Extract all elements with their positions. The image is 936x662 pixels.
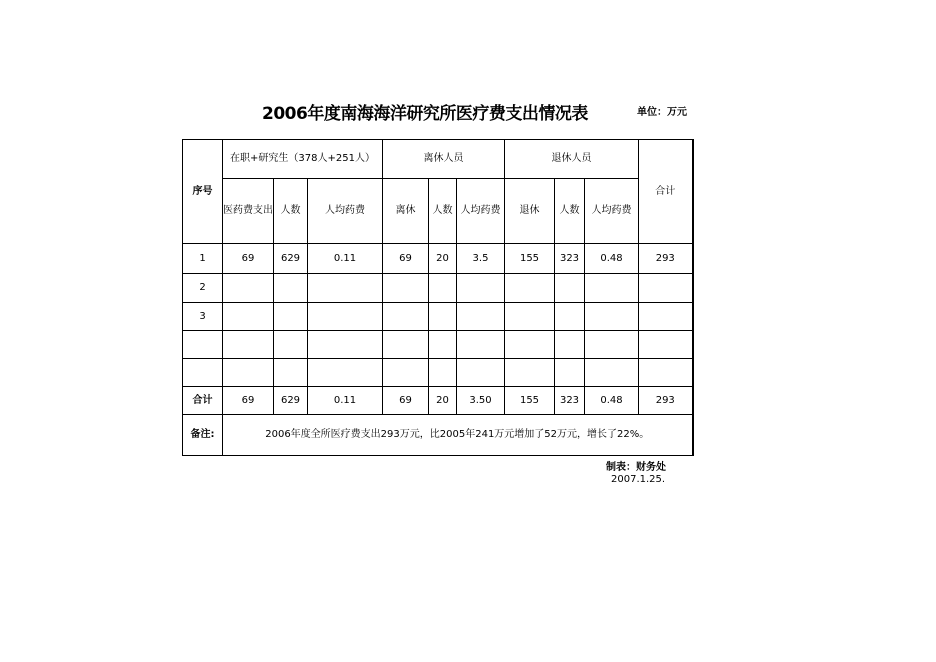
table-cell <box>585 331 639 359</box>
table-cell <box>429 274 457 303</box>
page-title: 2006年度南海海洋研究所医疗费支出情况表 <box>262 104 588 124</box>
table-cell <box>429 303 457 331</box>
table-cell: 3.5 <box>457 244 505 274</box>
total-cell: 69 <box>383 387 429 415</box>
table-cell <box>223 331 274 359</box>
table-row <box>183 331 693 359</box>
subheader: 人数 <box>555 179 585 244</box>
expense-table <box>182 139 694 456</box>
table-cell: 0.11 <box>308 244 383 274</box>
table-row <box>183 244 693 274</box>
table-cell <box>585 274 639 303</box>
table-cell <box>585 303 639 331</box>
header-lixiu: 离休人员 <box>383 140 505 179</box>
table-cell: 69 <box>383 244 429 274</box>
subheader: 医药费支出 <box>223 179 274 244</box>
row-seq <box>183 359 223 387</box>
table-cell <box>555 274 585 303</box>
table-cell <box>429 331 457 359</box>
table-cell <box>274 359 308 387</box>
total-label: 合计 <box>183 387 223 415</box>
table-cell <box>223 274 274 303</box>
table-cell <box>223 303 274 331</box>
table-cell: 629 <box>274 244 308 274</box>
total-cell: 20 <box>429 387 457 415</box>
table-cell <box>555 303 585 331</box>
table-row <box>183 303 693 331</box>
table-cell <box>308 331 383 359</box>
subheader: 人均药费 <box>457 179 505 244</box>
subheader: 人数 <box>429 179 457 244</box>
header-seq: 序号 <box>183 140 223 244</box>
total-cell: 0.11 <box>308 387 383 415</box>
total-cell: 0.48 <box>585 387 639 415</box>
subheader: 人均药费 <box>585 179 639 244</box>
table-cell: 20 <box>429 244 457 274</box>
table-cell <box>457 331 505 359</box>
table-cell <box>274 303 308 331</box>
table-cell <box>505 359 555 387</box>
table-cell <box>383 274 429 303</box>
table-cell <box>555 331 585 359</box>
table-cell <box>274 274 308 303</box>
subheader: 离休 <box>383 179 429 244</box>
row-seq <box>183 331 223 359</box>
table-cell <box>505 331 555 359</box>
table-cell <box>383 331 429 359</box>
unit-label: 单位：万元 <box>637 107 687 118</box>
total-cell: 293 <box>639 387 693 415</box>
remark-row <box>183 415 693 456</box>
row-seq: 3 <box>183 303 223 331</box>
subheader: 人均药费 <box>308 179 383 244</box>
table-cell <box>505 274 555 303</box>
table-cell <box>639 331 693 359</box>
row-seq: 1 <box>183 244 223 274</box>
table-cell: 323 <box>555 244 585 274</box>
table-cell <box>383 303 429 331</box>
table-cell <box>223 359 274 387</box>
total-cell: 3.50 <box>457 387 505 415</box>
table-cell: 293 <box>639 244 693 274</box>
table-cell <box>383 359 429 387</box>
table-row <box>183 274 693 303</box>
table-cell <box>585 359 639 387</box>
table-cell <box>505 303 555 331</box>
table-cell <box>274 331 308 359</box>
table-cell <box>308 359 383 387</box>
table-cell <box>308 274 383 303</box>
total-cell: 323 <box>555 387 585 415</box>
total-row <box>183 387 693 415</box>
header-tuixiu: 退休人员 <box>505 140 639 179</box>
table-cell <box>457 359 505 387</box>
subheader: 退休 <box>505 179 555 244</box>
table-cell <box>308 303 383 331</box>
table-cell <box>639 274 693 303</box>
total-cell: 69 <box>223 387 274 415</box>
table-cell: 69 <box>223 244 274 274</box>
table-cell: 0.48 <box>585 244 639 274</box>
row-seq: 2 <box>183 274 223 303</box>
prepared-date: 2007.1.25. <box>611 474 666 485</box>
remark-label: 备注: <box>183 415 223 456</box>
table-row <box>183 359 693 387</box>
subheader: 人数 <box>274 179 308 244</box>
header-total: 合计 <box>639 140 693 244</box>
header-row-2 <box>183 179 693 244</box>
table-cell <box>555 359 585 387</box>
header-row-1 <box>183 140 693 179</box>
remark-text: 2006年度全所医疗费支出293万元，比2005年241万元增加了52万元，增长了22%。 <box>223 415 693 456</box>
table-cell <box>457 303 505 331</box>
total-cell: 629 <box>274 387 308 415</box>
table-cell <box>639 359 693 387</box>
table-cell <box>457 274 505 303</box>
table-cell <box>639 303 693 331</box>
header-active-staff: 在职+研究生（378人+251人） <box>223 140 383 179</box>
table-cell <box>429 359 457 387</box>
total-cell: 155 <box>505 387 555 415</box>
prepared-by: 制表：财务处 <box>606 462 666 473</box>
table-cell: 155 <box>505 244 555 274</box>
